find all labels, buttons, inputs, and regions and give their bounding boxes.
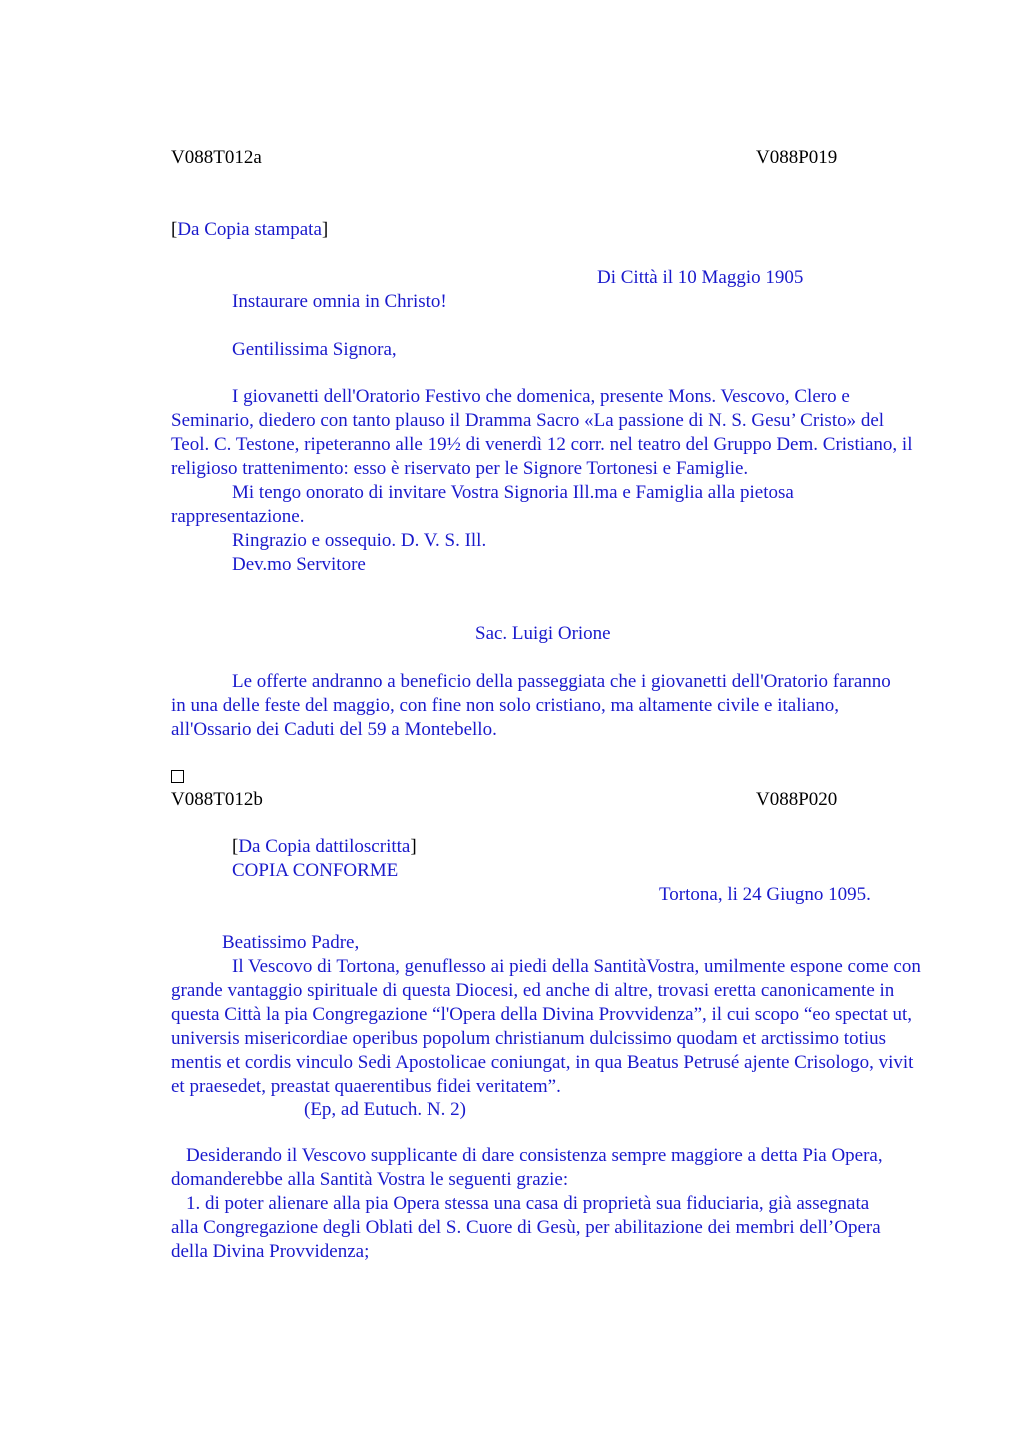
- box-glyph-icon: [171, 770, 184, 783]
- doc-a-date: Di Città il 10 Maggio 1905: [597, 267, 804, 288]
- doc-a-code-right: V088P019: [756, 147, 838, 168]
- doc-b-request: Desiderando il Vescovo supplicante di dare consistenza sempre maggiore a detta Pia Opera, domanderebbe alla Santità Vostra le seguenti grazie:: [171, 1145, 883, 1190]
- bracket-close: ]: [321, 219, 329, 240]
- doc-b-salutation: Beatissimo Padre,: [222, 932, 360, 953]
- doc-a-body: [171, 385, 923, 577]
- doc-b-source: Da Copia dattiloscritta: [238, 836, 411, 857]
- document-page: [171, 0, 931, 1450]
- doc-a-signature: Sac. Luigi Orione: [475, 623, 611, 644]
- doc-b-code-left: V088T012b: [171, 789, 263, 810]
- doc-a-paragraph: Mi tengo onorato di invitare Vostra Signoria Ill.ma e Famiglia alla pietosa rappresentazione.: [171, 482, 794, 527]
- doc-a-code-left: V088T012a: [171, 147, 262, 168]
- doc-b-date: Tortona, li 24 Giugno 1095.: [659, 884, 871, 905]
- doc-b-body-block: [171, 955, 923, 1099]
- doc-b-request-block: [171, 1144, 896, 1264]
- doc-a-postscript: Le offerte andranno a beneficio della passeggiata che i giovanetti dell'Oratorio faranno in una delle feste del maggio, con fine non solo cristiano, ma altamente civile e italiano, all'Ossario dei Caduti del 59 a Montebello.: [171, 671, 891, 740]
- doc-b-body: Il Vescovo di Tortona, genuflesso ai piedi della SantitàVostra, umilmente espone come con grande vantaggio spirituale di questa Diocesi, ed anche di altre, trovasi eretta canonicamente in questa Città la pia Congregazione “l'Opera della Divina Provvidenza”, il cui scopo “eo spectat ut, universis misericordiae operibus popolum christianum dulcissimo quodam et arctissimo totius mentis et cordis vinculo Sedi Apostolicae coniungat, in qua Beatus Petrusé ajente Crisologo, vivit et praesedet, preastat quaerentibus fidei veritatem”.: [171, 956, 921, 1097]
- page-break-marker: [171, 766, 184, 790]
- doc-a-motto: Instaurare omnia in Christo!: [232, 291, 447, 312]
- doc-b-heading: COPIA CONFORME: [232, 860, 399, 881]
- doc-b-source-note: [232, 835, 417, 859]
- doc-a-salutation: Gentilissima Signora,: [232, 339, 397, 360]
- doc-a-paragraph: I giovanetti dell'Oratorio Festivo che domenica, presente Mons. Vescovo, Clero e Seminario, diedero con tanto plauso il Dramma Sacro «La passione di N. S. Gesu’ Cristo» del Teol. C. Testone, ripeteranno alle 19½ di venerdì 12 corr. nel teatro del Gruppo Dem. Cristiano, il religioso trattenimento: esso è riservato per le Signore Tortonesi e Famiglie.: [171, 386, 913, 479]
- doc-a-closing: Dev.mo Servitore: [232, 554, 366, 575]
- doc-a-postscript-block: [171, 670, 901, 742]
- doc-b-citation: (Ep, ad Eutuch. N. 2): [304, 1099, 466, 1120]
- doc-a-source-note: [171, 218, 328, 242]
- bracket-open: [: [171, 219, 178, 240]
- bracket-close: ]: [410, 836, 417, 857]
- bracket-open: [: [232, 836, 239, 857]
- doc-a-closing: Ringrazio e ossequio. D. V. S. Ill.: [232, 530, 487, 551]
- doc-b-item: 1. di poter alienare alla pia Opera stessa una casa di proprietà sua fiduciaria, già assegnata alla Congregazione degli Oblati del S. Cuore di Gesù, per abilitazione dei membri dell’Opera della Divina Provvidenza;: [171, 1193, 881, 1262]
- doc-a-source: Da Copia stampata: [177, 219, 322, 240]
- doc-b-code-right: V088P020: [756, 789, 838, 810]
